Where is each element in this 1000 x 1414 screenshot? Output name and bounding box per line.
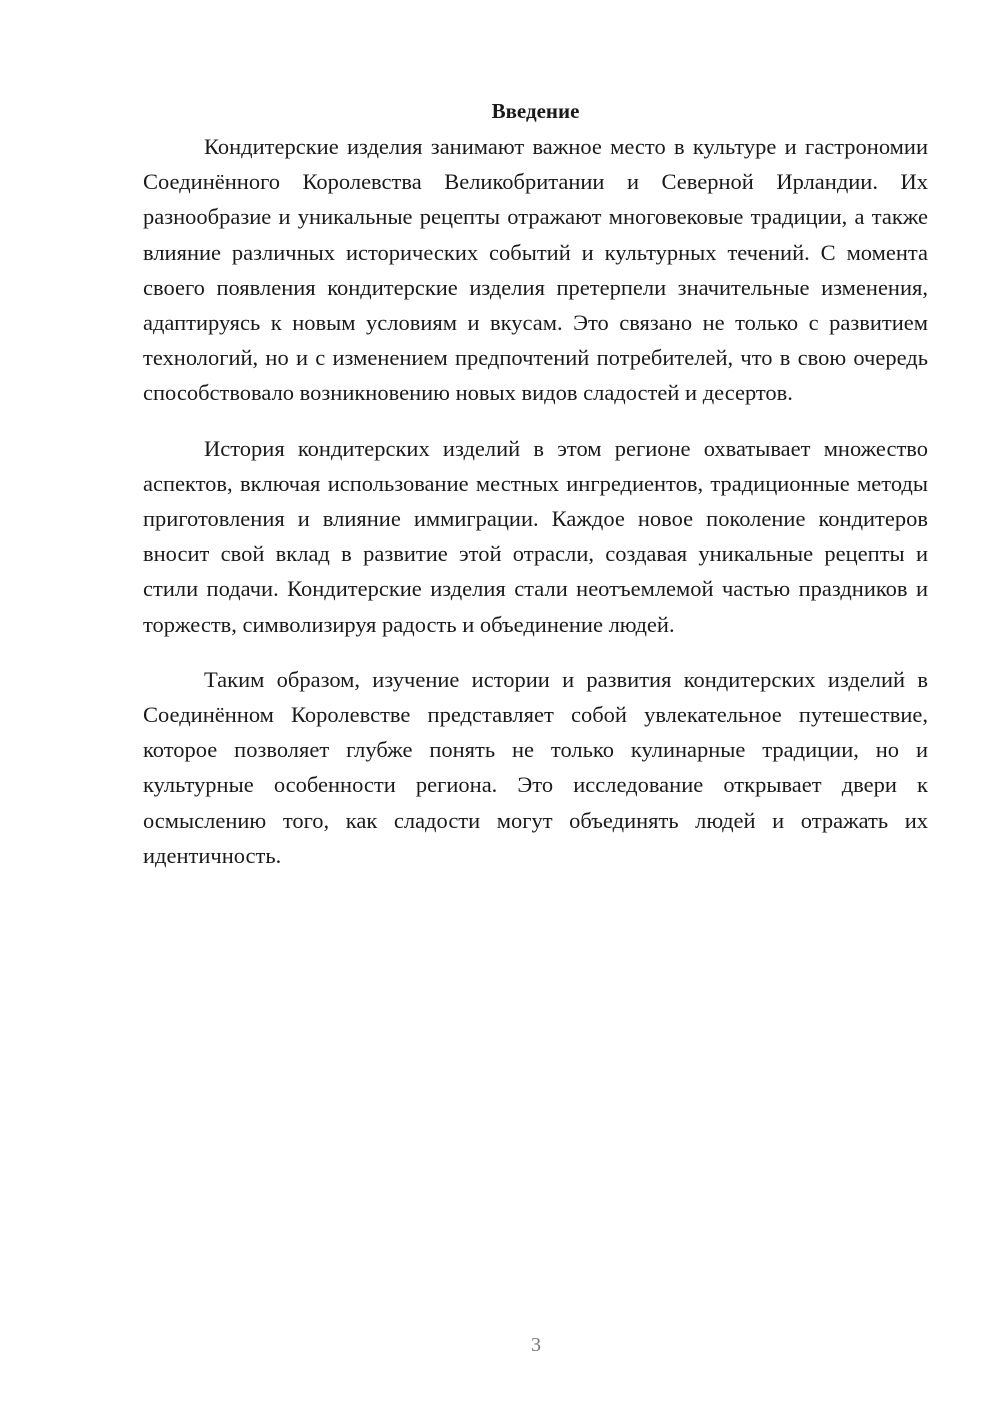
paragraph-1: Кондитерские изделия занимают важное место в культуре и гастрономии Соединённого Королевства Великобритании и Северной Ирландии. Их разнообразие и уникальные рецепты отражают многовековые традиции, а также влияние различных исторических событий и культурных течений. С момента своего появления кондитерские изделия претерпели значительные изменения, адаптируясь к новым условиям и вкусам. Это связано не только с развитием технологий, но и с изменением предпочтений потребителей, что в свою очередь способствовало возникновению новых видов сладостей и десертов. [143, 134, 928, 406]
page-number: 3 [531, 1334, 541, 1356]
paragraph-3: Таким образом, изучение истории и развития кондитерских изделий в Соединённом Королевстве представляет собой увлекательное путешествие, которое позволяет глубже понять не только кулинарные традиции, но и культурные особенности региона. Это исследование открывает двери к осмыслению того, как сладости могут объединять людей и отражать их идентичность. [143, 666, 928, 868]
page-content [143, 96, 928, 893]
section-heading: Введение [491, 99, 580, 123]
paragraph-2: История кондитерских изделий в этом регионе охватывает множество аспектов, включая использование местных ингредиентов, традиционные методы приготовления и влияние иммиграции. Каждое новое поколение кондитеров вносит свой вклад в развитие этой отрасли, создавая уникальные рецепты и стили подачи. Кондитерские изделия стали неотъемлемой частью праздников и торжеств, символизируя радость и объединение людей. [143, 435, 928, 637]
